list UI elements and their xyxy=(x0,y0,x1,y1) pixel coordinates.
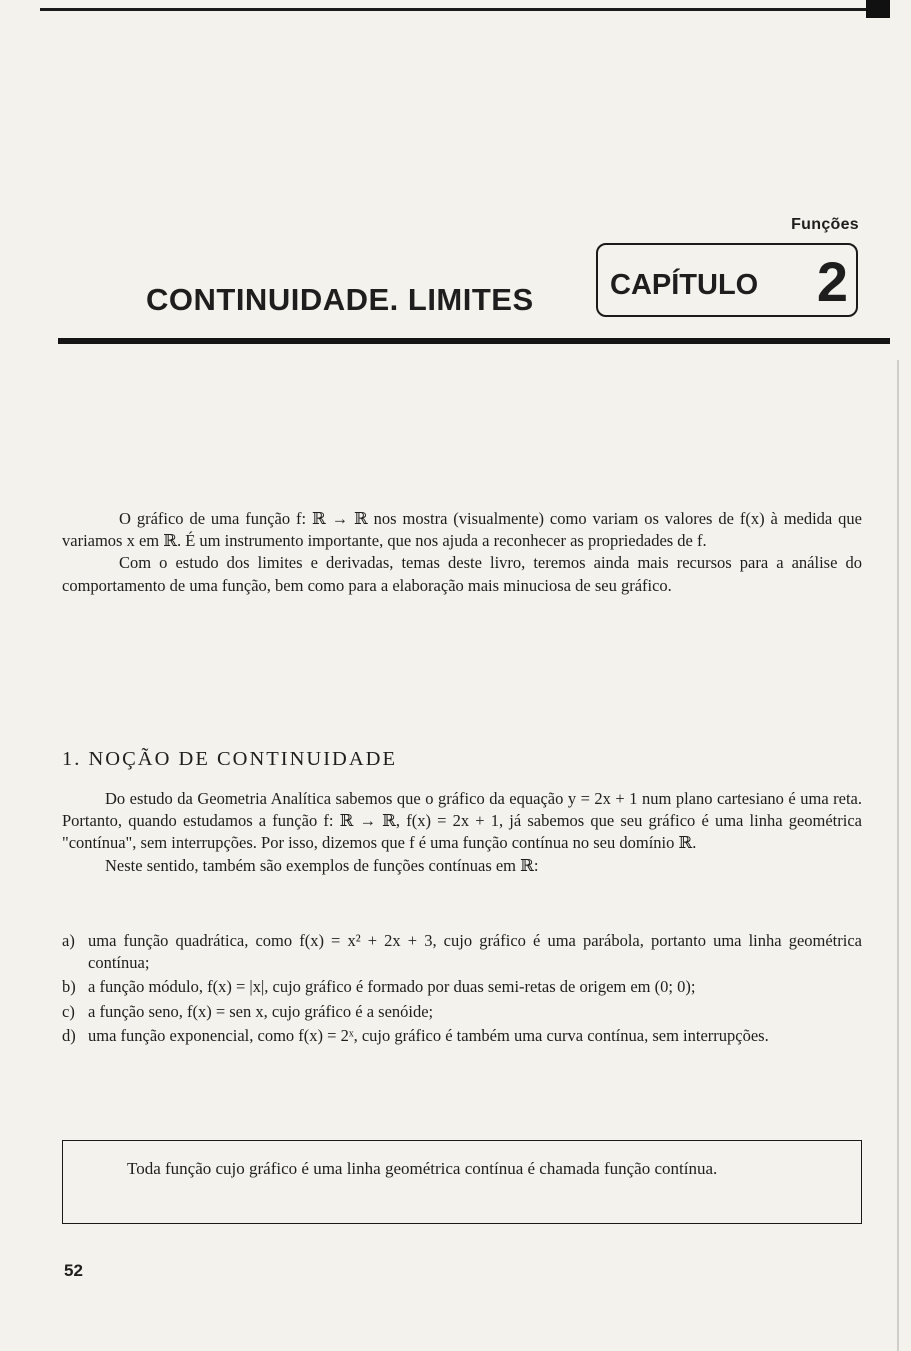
top-border xyxy=(0,0,890,12)
top-border-cap xyxy=(866,0,890,18)
chapter-label: CAPÍTULO xyxy=(610,269,759,301)
list-item xyxy=(62,1001,862,1023)
item-label: c) xyxy=(62,1001,75,1021)
section-heading: 1. NOÇÃO DE CONTINUIDADE xyxy=(62,748,397,770)
title-rule xyxy=(58,338,890,344)
item-text: a função seno, f(x) = sen x, cujo gráfico é a senóide; xyxy=(88,1001,434,1021)
definition-text: Toda função cujo gráfico é uma linha geométrica contínua é chamada função contínua. xyxy=(127,1159,718,1178)
body-paragraph: Neste sentido, também são exemplos de funções contínuas em ℝ: xyxy=(105,855,539,875)
page-edge xyxy=(897,360,899,1351)
item-text: a função módulo, f(x) = |x|, cujo gráfico é formado por duas semi-retas de origem em (0; 0); xyxy=(88,977,696,997)
chapter-number: 2 xyxy=(816,250,848,313)
item-text: uma função exponencial, como f(x) = 2ˣ, cujo gráfico é também uma curva contínua, sem interrupções. xyxy=(88,1025,769,1045)
list-item xyxy=(62,1025,862,1047)
item-label: d) xyxy=(62,1025,76,1045)
list-item xyxy=(62,930,862,974)
item-text: uma função quadrática, como f(x) = x² + 2x + 3, cujo gráfico é uma parábola, portanto uma linha geométrica contínua; xyxy=(88,931,862,973)
section-body xyxy=(62,788,862,877)
top-border-line xyxy=(40,8,890,11)
section-label: Funções xyxy=(791,216,859,233)
item-label: a) xyxy=(62,931,75,950)
intro-paragraph: O gráfico de uma função f: ℝ → ℝ nos mostra (visualmente) como variam os valores de f(x) à medida que variamos x em ℝ. É um instrumento importante, que nos ajuda a reconhecer as propriedades de f. xyxy=(62,509,862,551)
page-number: 52 xyxy=(64,1261,83,1280)
list-item xyxy=(62,976,862,998)
examples-list xyxy=(62,930,862,1049)
item-label: b) xyxy=(62,977,76,997)
chapter-box xyxy=(596,243,858,317)
intro-paragraph: Com o estudo dos limites e derivadas, temas deste livro, teremos ainda mais recursos para a análise do comportamento de uma função, bem como para a elaboração mais minuciosa de seu gráfico. xyxy=(62,553,862,595)
chapter-title: CONTINUIDADE. LIMITES xyxy=(146,282,534,317)
intro-text xyxy=(62,508,862,597)
body-paragraph: Do estudo da Geometria Analítica sabemos que o gráfico da equação y = 2x + 1 num plano cartesiano é uma reta. Portanto, quando estudamos a função f: ℝ → ℝ, f(x) = 2x + 1, já sabemos que seu gráfico é uma linha geométrica "contínua", sem interrupções. Por isso, dizemos que f é uma função contínua no seu domínio ℝ. xyxy=(62,789,862,853)
definition-box xyxy=(62,1140,862,1224)
